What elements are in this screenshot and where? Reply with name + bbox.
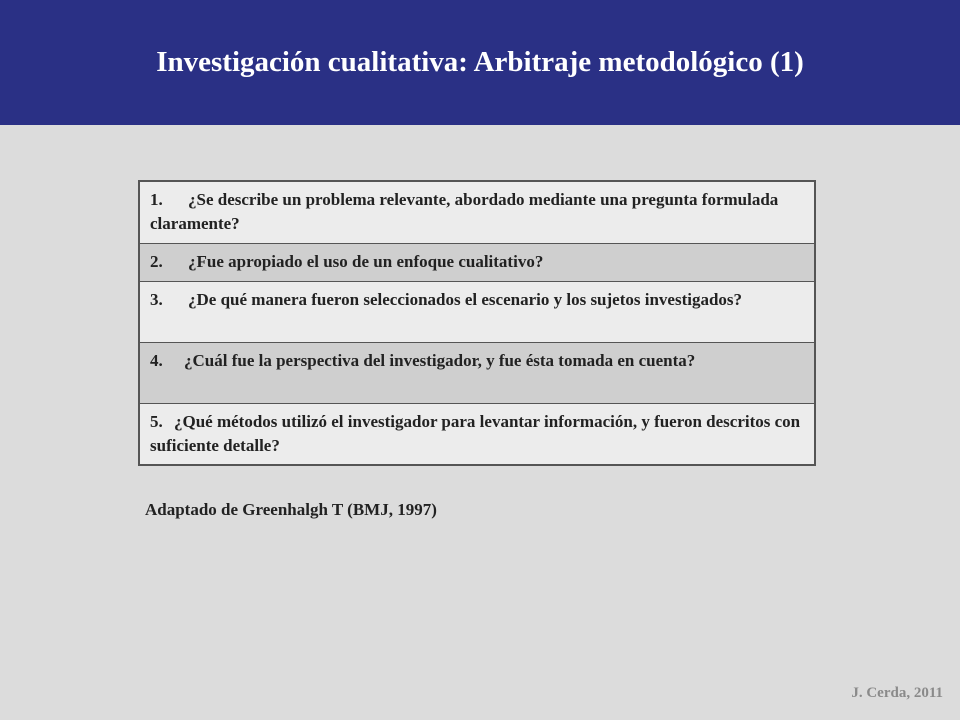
question-row [140,182,814,243]
question-row [140,342,814,403]
question-row [140,403,814,464]
question-text: ¿Cuál fue la perspectiva del investigador, y fue ésta tomada en cuenta? [184,351,696,370]
slide-title: Investigación cualitativa: Arbitraje metodológico (1) [156,46,804,78]
title-bar [0,0,960,125]
question-number: 2. [150,252,163,271]
question-number: 4. [150,351,163,370]
question-text: ¿De qué manera fueron seleccionados el escenario y los sujetos investigados? [188,290,743,309]
author-footer: J. Cerda, 2011 [851,685,943,701]
question-row [140,243,814,281]
question-row [140,281,814,342]
question-number: 1. [150,190,163,209]
question-text: ¿Fue apropiado el uso de un enfoque cualitativo? [188,252,544,271]
question-text: ¿Qué métodos utilizó el investigador para levantar información, y fueron descritos con suficiente detalle? [150,412,801,455]
questions-table [138,180,816,466]
source-credit: Adaptado de Greenhalgh T (BMJ, 1997) [145,500,437,519]
question-number: 3. [150,290,163,309]
question-number: 5. [150,412,163,431]
question-text: ¿Se describe un problema relevante, abordado mediante una pregunta formulada claramente? [150,190,779,233]
